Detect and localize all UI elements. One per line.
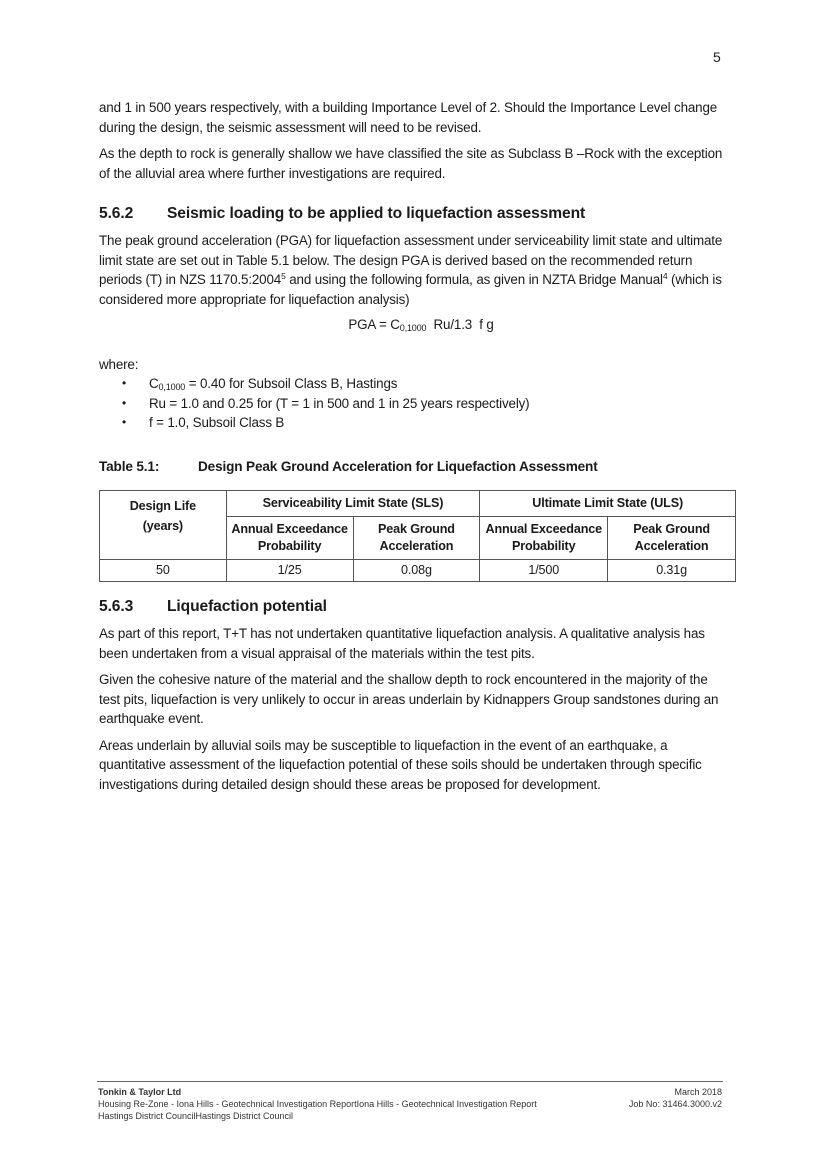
list-item-subscript: 0,1000: [158, 382, 186, 392]
footer-project: Housing Re-Zone - Iona Hills - Geotechnical Investigation ReportIona Hills - Geotechnical Investigation Report: [98, 1099, 537, 1109]
footnote-ref-4[interactable]: 4: [662, 271, 668, 281]
section-title: Seismic loading to be applied to liquefaction assessment: [167, 205, 586, 222]
formula-lhs: PGA = C: [348, 317, 400, 332]
liquefaction-paragraph-3: Areas underlain by alluvial soils may be susceptible to liquefaction in the event of an earthquake, a quantitative assessment of the liquefaction potential of these soils should be undertaken through specific investigations during detailed design should these areas be proposed for development.: [99, 737, 702, 792]
section-heading-5-6-3: [99, 597, 729, 617]
intro-paragraph-1: and 1 in 500 years respectively, with a building Importance Level of 2. Should the Importance Level change during the design, the seismic assessment will need to be revised.: [99, 100, 718, 135]
header-sls-aep: [226, 517, 353, 560]
header-pga-line1: Peak Ground: [378, 522, 455, 536]
bullet-icon: •: [122, 376, 127, 390]
header-uls-pga: [608, 517, 736, 560]
pga-table: [99, 490, 736, 582]
table-caption-number: Table 5.1:: [99, 458, 160, 474]
liquefaction-paragraph-2: Given the cohesive nature of the material and the shallow depth to rock encountered in the majority of the test pits, liquefaction is very unlikely to occur in areas underlain by Kidnappers Group sandstones during an earthquake event.: [99, 672, 719, 726]
page-number: 5: [713, 49, 721, 65]
intro-paragraph-2: As the depth to rock is generally shallow we have classified the site as Subclass B –Rock with the exception of the alluvial area where further investigations are required.: [99, 146, 723, 181]
footer-date: March 2018: [674, 1087, 722, 1097]
table-caption: [99, 457, 729, 477]
section-number: 5.6.2: [99, 205, 134, 222]
list-item: [99, 413, 729, 433]
list-item-prefix: C: [149, 376, 159, 391]
footer-right: [629, 1086, 722, 1110]
footer-job-number: Job No: 31464.3000.v2: [628, 1099, 722, 1109]
table-row: [100, 560, 736, 582]
pga-paragraph-text-1: The peak ground acceleration (PGA) for liquefaction assessment under serviceability limit state and ultimate limit state are set out in Table 5.1 below. The design PGA is derived based on the recommended return periods (T) in NZS 1170.5:2004: [99, 233, 723, 287]
header-design-life-line1: Design Life: [129, 499, 196, 513]
footer-client: Hastings District CouncilHastings District Council: [98, 1111, 294, 1121]
cell-uls-pga: 0.31g: [608, 560, 736, 582]
pga-paragraph-text-3: (which is considered more appropriate for liquefaction analysis): [99, 272, 722, 307]
header-sls: Serviceability Limit State (SLS): [226, 491, 480, 517]
header-uls: Ultimate Limit State (ULS): [480, 491, 736, 517]
section-title: Liquefaction potential: [167, 598, 327, 615]
table-header-row: [100, 491, 736, 517]
header-design-life: [100, 491, 227, 560]
footer-left: [98, 1086, 537, 1122]
header-aep-line1: Annual Exceedance: [485, 522, 602, 536]
liquefaction-paragraph-1: As part of this report, T+T has not undertaken quantitative liquefaction analysis. A qualitative analysis has been undertaken from a visual appraisal of the materials within the test pits.: [99, 626, 705, 661]
where-label: where:: [99, 356, 139, 372]
header-pga-line2: Acceleration: [634, 539, 709, 553]
list-item-text: = 0.40 for Subsoil Class B, Hastings: [185, 376, 398, 391]
table-caption-title: Design Peak Ground Acceleration for Liquefaction Assessment: [198, 458, 598, 474]
list-item: [99, 394, 729, 414]
header-uls-aep: [480, 517, 608, 560]
document-body: [99, 98, 729, 801]
section-heading-5-6-2: [99, 204, 729, 224]
cell-sls-aep: 1/25: [226, 560, 353, 582]
section-number: 5.6.3: [99, 598, 134, 615]
list-item: [99, 374, 729, 394]
pga-paragraph-text-2: and using the following formula, as given in NZTA Bridge Manual: [285, 272, 663, 287]
footer-rule: [97, 1081, 723, 1082]
pga-paragraph: [99, 231, 729, 309]
footer-company: Tonkin & Taylor Ltd: [98, 1087, 182, 1097]
cell-uls-aep: 1/500: [480, 560, 608, 582]
header-pga-line1: Peak Ground: [633, 522, 710, 536]
header-pga-line2: Acceleration: [379, 539, 454, 553]
bullet-icon: •: [122, 395, 127, 410]
formula-subscript: 0,1000: [399, 323, 427, 333]
parameter-list: [99, 374, 729, 433]
pga-formula: [99, 315, 729, 335]
header-aep-line2: Probability: [512, 539, 576, 553]
cell-sls-pga: 0.08g: [353, 560, 480, 582]
header-aep-line1: Annual Exceedance: [231, 522, 348, 536]
footnote-ref-5[interactable]: 5: [281, 271, 286, 281]
formula-rhs: Ru/1.3 f g: [426, 317, 494, 332]
header-sls-pga: [353, 517, 480, 560]
header-design-life-line2: (years): [142, 519, 183, 533]
cell-design-life: 50: [100, 560, 227, 582]
header-aep-line2: Probability: [257, 539, 322, 553]
bullet-icon: •: [122, 415, 127, 429]
list-item-text: Ru = 1.0 and 0.25 for (T = 1 in 500 and 1 in 25 years respectively): [149, 395, 530, 411]
list-item-text: f = 1.0, Subsoil Class B: [149, 415, 285, 430]
